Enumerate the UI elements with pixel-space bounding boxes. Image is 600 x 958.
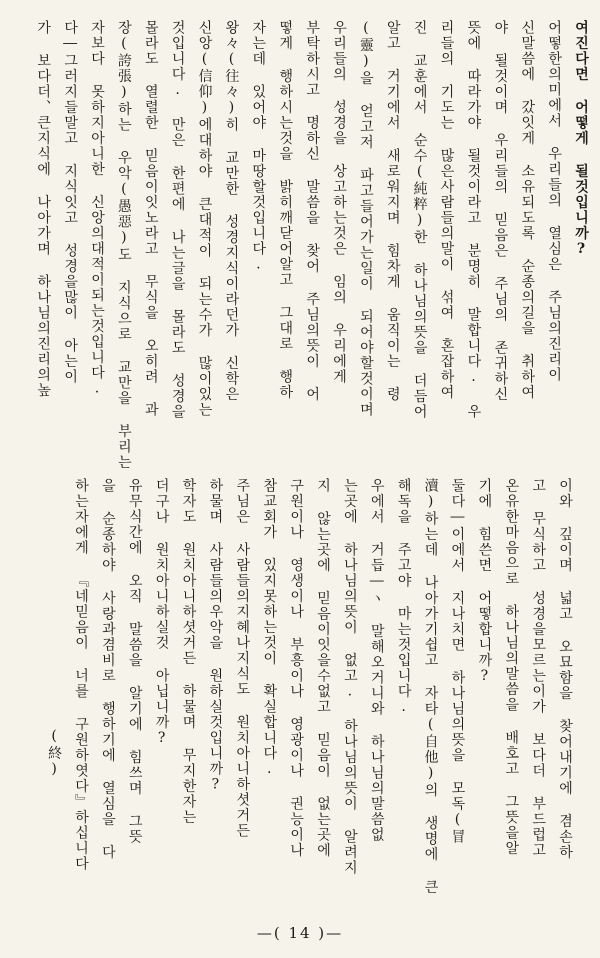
upper-text-column: 자는데 있어야 마땅할것입니다. (250, 20, 267, 274)
page-number: —( 14 )— (256, 924, 344, 942)
lower-text-column: 구원이나 영생이나 부흥이나 영광이나 권능이나 (288, 478, 305, 858)
lower-text-column: 瀆)하는데 나아가기쉽고 자타(自他)의 생명에 큰 (422, 478, 439, 895)
upper-text-column: 가 보다더、큰지식에 나아가며 하나님의진리의높 (35, 20, 52, 398)
upper-text-column: 몰라도 열렬한 믿음이잇노라고 무식을 오히려 과 (142, 20, 159, 418)
upper-text-column: 리들의 기도는 많은사람들의말이 섞여 혼잡하여 (438, 20, 455, 400)
lower-text-column: 고 무식하고 성경을모르는이가 보다더 부드럽고 (530, 478, 547, 858)
lower-text-column: 하물며 사람들의우악을 원하실것입니까? (207, 478, 224, 794)
lower-text-column: 학자도 원치아니하셧거든 하물며 무지한자는 (180, 478, 197, 825)
lower-text-column: 하는자에게 『네믿음이 너를 구원하엿다』하십니다 (72, 478, 89, 872)
lower-text-column: 이와 깊이며 넓고 오묘함을 찾어내기에 겸손하 (557, 478, 573, 860)
upper-text-column: 뜻에 따라가야 될것이라고 분명히 말합니다. 우 (465, 20, 482, 420)
lower-text-column: 둘다―이에서 지나치면 하나님의뜻을 모독(冒 (449, 478, 466, 845)
lower-text-column: 는곳에 하나님의뜻이 없고. 하나님의뜻이 알려지 (341, 478, 358, 876)
upper-text-column: 부탁하시고 명하신 말씀을 찾어 주님의뜻이 어 (304, 20, 321, 402)
upper-text-column: 다―그러지들말고 지식잇고 성경을많이 아는이 (62, 20, 79, 385)
upper-text-column: 떻게 행하시는것을 밝히깨닫어알고 그대로 행하 (277, 20, 294, 400)
upper-text-column: 어떻한의미에서 우리들의 열심은 주님의진리이 (546, 20, 563, 383)
lower-text-column: 더구나 원치아니하실것 아닙니까? (153, 478, 170, 748)
lower-text-column: 온유한마음으로 하나님의말씀을 배호고 그뜻을알 (503, 478, 520, 856)
upper-text-column: 것입니다. 만은 한편에 나는글을 몰라도 성경을 (169, 20, 186, 420)
upper-text-block (23, 20, 588, 470)
upper-text-column: 자보다 못하지아니한 신앙의대적이되는것입니다. (88, 20, 105, 398)
lower-text-column: 을 순종하야 사랑과겸비로 행하기에 열심을 다 (99, 478, 116, 860)
lower-text-column: 주님은 사람들의지혜나지식도 원치아니하셧거든 (234, 478, 251, 839)
upper-text-column: 알고 거기에서 새로워지며 힘차게 움직이는 령 (384, 20, 401, 402)
upper-text-column: 왕々(往々)히 교만한 성경지식이라던가 신학은 (223, 20, 240, 402)
lower-text-column: 참교회가 있지못하는것이 확실합니다. (261, 478, 278, 779)
upper-text-column: 신말씀에 갔잇게 소유되도록 순종의길을 취하여 (519, 20, 536, 400)
upper-text-column: 우리들의 성경을 상고하는것은 임의 우리에게 (330, 20, 347, 385)
upper-text-column: 진 교훈에서 순수(純粹)한 하나님의뜻을 더듬어 (411, 20, 428, 420)
upper-text-column: 신앙(信仰)에대하야 큰대적이 되는수가 많이있는 (196, 20, 213, 418)
upper-text-column: 여진다면 어떻게 될것입니까? (573, 20, 589, 259)
lower-text-column: 유무식간에 오직 말씀을 알기에 힘쓰며 그뜻 (126, 478, 143, 845)
lower-text-column: 지 않는곳에 믿음이잇을수없고 믿음이 없는곳에 (314, 478, 331, 858)
lower-text-column: 기에 힘쓴면 어떻합니까? (476, 478, 493, 686)
lower-text-column: 해독을 주고야 마는것입니다. (395, 478, 412, 717)
end-mark: (終) (46, 728, 63, 779)
lower-text-column: 우에서 거듭―ヽ 말해오거니와 하나님의말씀없 (368, 478, 385, 843)
lower-text-block (34, 478, 572, 918)
upper-text-column: 장(誇張)하는 우악(愚惡)도 지식으로 교만을 부리는 (115, 20, 132, 470)
upper-text-column: 야 될것이며 우리들의 믿음은 주님의 존귀하신 (492, 20, 509, 402)
upper-text-column: (靈)을 얻고저 파고들어가는일이 되어야할것이며 (357, 20, 374, 418)
